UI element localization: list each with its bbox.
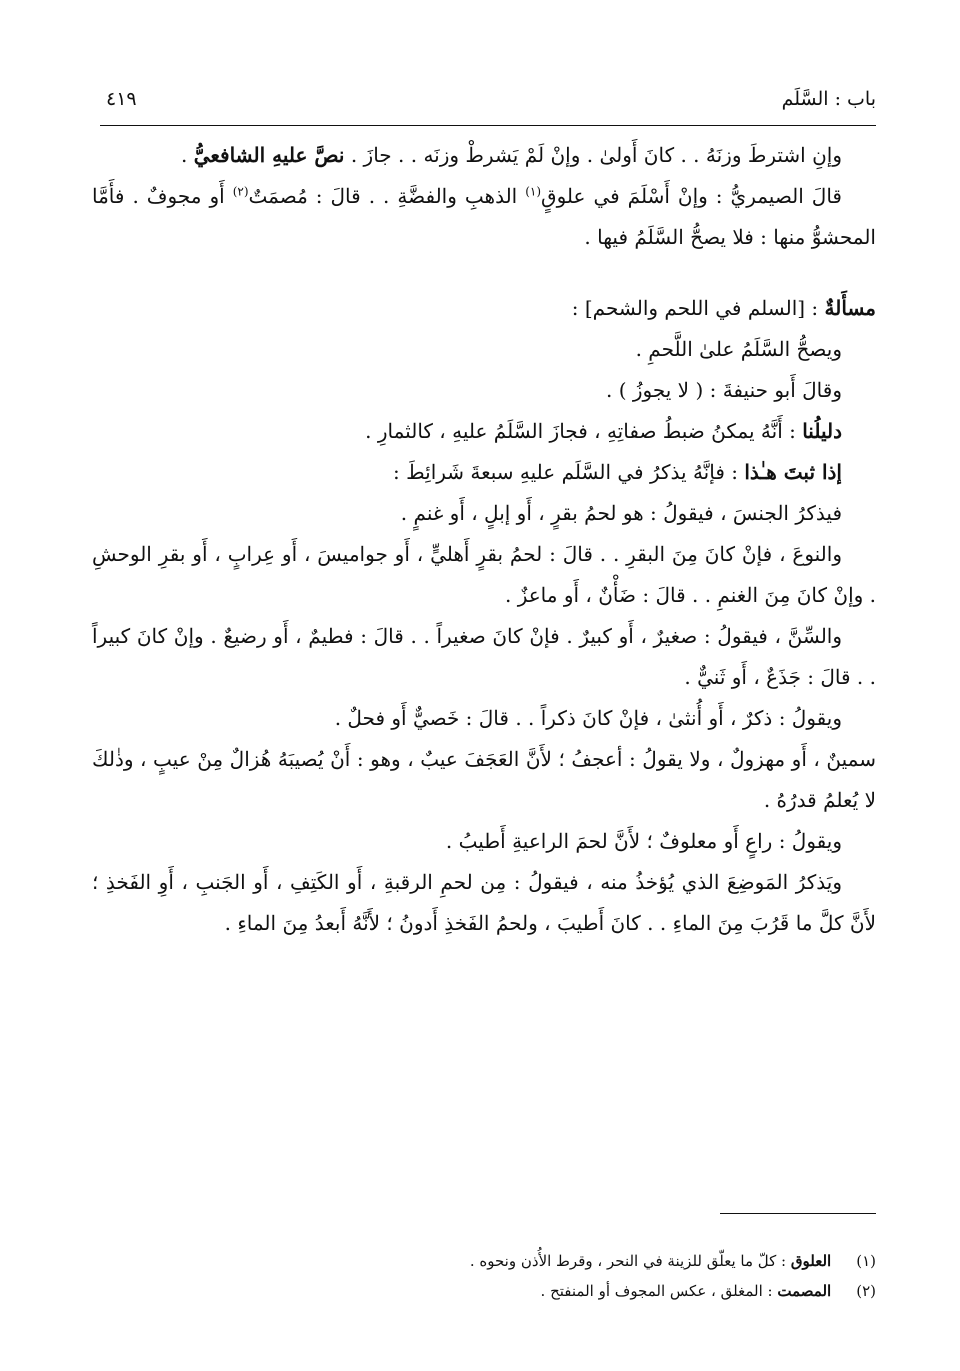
condition-label: إذا ثبتَ هـٰذا bbox=[744, 460, 842, 484]
bold-phrase: نصَّ عليهِ الشافعيُّ bbox=[193, 143, 345, 167]
paragraph bbox=[92, 821, 876, 862]
main-text bbox=[92, 135, 876, 944]
paragraph bbox=[92, 329, 876, 370]
paragraph bbox=[92, 176, 876, 258]
paragraph bbox=[92, 534, 876, 616]
page-header bbox=[100, 88, 876, 122]
chapter-title: باب : السَّلَم bbox=[781, 88, 876, 110]
paragraph bbox=[92, 862, 876, 944]
text-span: سمينٌ ، أَو مهزولٌ ، ولا يقولُ : أعجفُ ؛ لأَنَّ العَجَفَ عيبٌ ، وهو : أَنْ يُصيبَهُ هُزالٌ مِنْ عيبٍ ، وذٰلكَ لا يُعلمُ قدرُهُ . bbox=[92, 747, 876, 812]
section-gap bbox=[92, 258, 876, 288]
text-span: والسِّنَّ ، فيقولُ : صغيرٌ ، أَو كبيرٌ . فإنْ كانَ صغيراً . . قالَ : فطيمٌ ، أَو رضيعٌ . وإنْ كانَ كبيراً . . قالَ : جَذَعٌ ، أَو ثَنيٌّ . bbox=[92, 624, 876, 689]
footnote-number: (١) bbox=[856, 1252, 876, 1270]
section-heading bbox=[92, 288, 876, 329]
footnotes bbox=[200, 1246, 876, 1306]
text-span: الذهبِ والفضَّةِ . . قالَ : مُصمَتٌ bbox=[248, 184, 518, 208]
text-span: وإنِ اشترطَ وزنَهُ . . كانَ أَولىٰ . وإنْ لَمْ يَشرطْ وزنَه . . جازَ . bbox=[350, 143, 842, 167]
text-span: ويصحُّ السَّلَمُ علىٰ اللَّحمِ . bbox=[635, 337, 842, 361]
footnote-number: (٢) bbox=[856, 1282, 876, 1300]
text-span: أَو مجوفٌ . فأَمَّا المحشوُّ منها : فلا يصحُّ السَّلَمُ فيها . bbox=[92, 184, 876, 249]
text-span: : فإنَّهُ يذكرُ في السَّلَم عليهِ سبعةَ شَرائِطَ : bbox=[393, 460, 738, 484]
paragraph bbox=[92, 370, 876, 411]
text-span: فيذكرُ الجنسَ ، فيقولُ : هو لحمُ بقرٍ ، أَو إبلٍ ، أَو غنمٍ . bbox=[400, 501, 842, 525]
paragraph bbox=[92, 411, 876, 452]
footnote-ref[interactable]: (٢) bbox=[232, 184, 249, 199]
text-span: ويقولُ : ذكرٌ ، أَو أُنثىٰ ، فإنْ كانَ ذكراً . . قالَ : خَصيٌّ أَو فحلٌ . bbox=[334, 706, 842, 730]
text-span: وقالَ أَبو حنيفةَ : ( لا يجوزُ ) . bbox=[605, 378, 842, 402]
text-span: والنوعَ ، فإنْ كانَ مِنَ البقرِ . . قالَ : لحمُ بقرٍ أَهليٍّ ، أَو جواميسَ ، أَو عِرابٍ ، أَو بقرِ الوحشِ . وإنْ كانَ مِنَ الغنمِ . . قالَ : ضَأْنٌ ، أَو ماعزٌ . bbox=[92, 542, 876, 607]
paragraph bbox=[92, 135, 876, 176]
paragraph bbox=[92, 739, 876, 821]
text-span: . bbox=[180, 143, 188, 167]
footnote-divider bbox=[720, 1213, 876, 1214]
text-span: قالَ الصيمريُّ : وإنْ أَسْلَمَ في علوقٍ bbox=[541, 184, 842, 208]
text-span: ويَذكرُ المَوضِعَ الذي يُؤخذُ منه ، فيقولُ : مِن لحمِ الرقبةِ ، أَو الكَتِفِ ، أَو الجَنبِ ، أَوِ الفَخذِ ؛ لأَنَّ كلَّ ما قَرُبَ مِنَ الماءِ . . كانَ أَطيبَ ، ولحمُ الفَخذِ أَدونُ ؛ لأَنَّهُ أَبعدُ مِنَ الماءِ . bbox=[92, 870, 876, 935]
footnote-ref[interactable]: (١) bbox=[525, 184, 542, 199]
question-label: مسأَلةٌ bbox=[824, 296, 876, 320]
header-divider bbox=[100, 125, 876, 126]
footnote-text: : كلّ ما يعلّق للزينة في النحر ، وقرط الأُذن ونحوه . bbox=[469, 1252, 787, 1270]
footnote-term: العلوق bbox=[790, 1252, 832, 1270]
paragraph bbox=[92, 493, 876, 534]
text-span: ويقولُ : راعٍ أَو معلوفٌ ؛ لأَنَّ لحمَ الراعيةِ أَطيبُ . bbox=[445, 829, 842, 853]
paragraph bbox=[92, 452, 876, 493]
footnote bbox=[200, 1246, 876, 1276]
proof-label: دليلُنا bbox=[802, 419, 842, 443]
paragraph bbox=[92, 698, 876, 739]
footnote-text: : المغلق ، عكس المجوف أو المنفتح . bbox=[540, 1282, 773, 1300]
footnote-term: المصمت bbox=[777, 1282, 832, 1300]
page-number: ٤١٩ bbox=[106, 88, 137, 110]
paragraph bbox=[92, 616, 876, 698]
text-span: : أَنَّهُ يمكنُ ضبطُ صفاتِهِ ، فجازَ السَّلَمُ عليهِ ، كالثمارِ . bbox=[365, 419, 796, 443]
footnote bbox=[200, 1276, 876, 1306]
question-title: : [السلم في اللحم والشحم] : bbox=[571, 296, 819, 320]
